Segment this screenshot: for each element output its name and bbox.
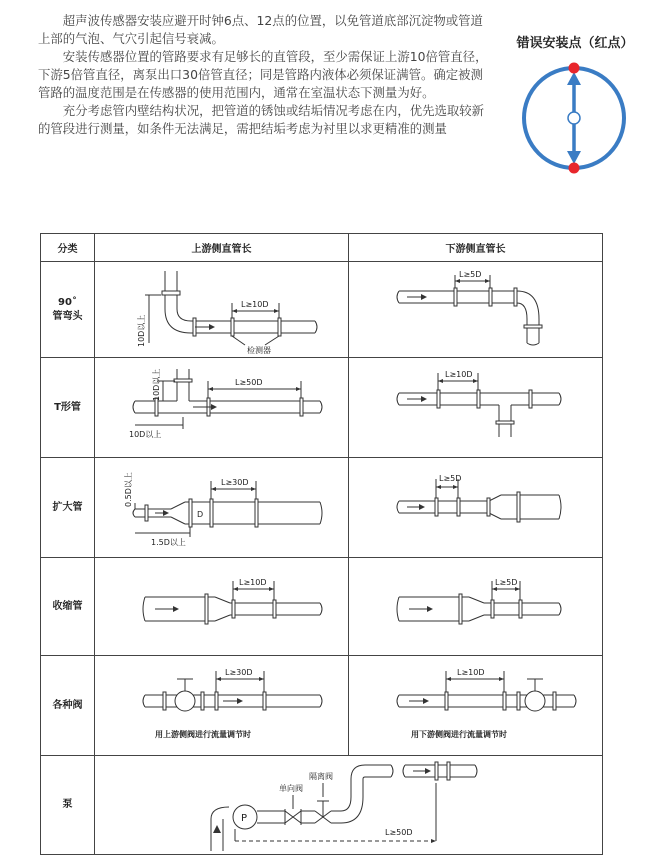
category-label: 管弯头 [52,310,83,322]
header-upstream: 上游侧直管长 [95,234,349,262]
dimension-label: L≥5D [439,473,462,483]
upstream-diagram [95,358,349,458]
dimension-label: L≥50D [235,377,263,387]
header-category: 分类 [41,234,95,262]
flow-arrow-icon [163,510,169,516]
table-row [41,358,603,458]
dimension-label: L≥50D [385,828,413,837]
table-header-row [41,234,603,262]
check-valve-label: 单向阀 [279,784,303,793]
category-label: 收缩管 [52,600,83,612]
vertical-dimension-label: 0.5D以上 [124,471,133,507]
flow-arrow-icon [421,396,427,402]
upstream-diagram [95,262,349,358]
flow-arrow-icon [211,404,217,410]
table-row [41,558,603,656]
dimension-label: L≥10D [241,299,269,309]
downstream-diagram [349,358,603,458]
installation-table [40,233,603,855]
pump-diagram [95,756,603,855]
intro-paragraph-3: 充分考虑管内壁结构状况，把管道的锈蚀或结垢情况考虑在内，优先选取较新的管段进行测量，如条件无法满足，需把结垢考虑为衬里以求更精准的测量 [38,103,485,136]
intro-text [38,12,493,138]
vertical-dimension-label: 10D以上 [152,368,161,401]
downstream-diagram [349,458,603,558]
inlet-flow-arrow-icon [213,825,221,833]
category-cell [41,558,95,656]
upstream-diagram [95,458,349,558]
wrong-install-title: 错误安装点（红点） [516,36,634,51]
flow-arrow-icon [421,294,427,300]
table-row [41,262,603,358]
sensor-label: 检测器 [247,345,271,355]
dimension-label: L≥30D [221,477,249,487]
wrong-install-diagram [522,58,626,178]
bottom-dimension-label: 1.5D以上 [151,537,186,547]
category-cell [41,458,95,558]
flow-arrow-icon [419,504,425,510]
dimension-label: L≥10D [239,577,267,587]
category-label: 扩大管 [52,501,83,513]
valve-caption: 用下游侧阀进行流量调节时 [411,729,507,739]
flow-arrow-icon [423,698,429,704]
category-label: 各种阀 [52,699,83,711]
arrow-down-icon [567,151,581,164]
dimension-label: L≥5D [495,577,518,587]
vertical-dimension-label: 10D以上 [137,314,146,347]
intro-paragraph-1: 超声波传感器安装应避开时钟6点、12点的位置，以免管道底部沉淀物或管道上部的气泡、气穴引起信号衰减。 [38,13,483,46]
center-point [568,112,580,124]
arrow-up-icon [567,72,581,85]
header-downstream: 下游侧直管长 [349,234,603,262]
category-cell [41,756,95,855]
upstream-diagram [95,656,349,756]
downstream-diagram [349,656,603,756]
category-cell [41,358,95,458]
flow-arrow-icon [427,606,433,612]
flow-arrow-icon [237,698,243,704]
table-row [41,756,603,855]
valve-caption: 用上游侧阀进行流量调节时 [155,729,251,739]
flow-arrow-icon [173,606,179,612]
dimension-label: L≥5D [459,269,482,279]
isolation-valve-label: 隔离阀 [309,772,333,781]
flow-arrow-icon [209,324,215,330]
red-dot-6-oclock [569,163,580,174]
dimension-label: L≥10D [457,667,485,677]
table-row [41,458,603,558]
intro-paragraph-2: 安装传感器位置的管路要求有足够长的直管段，至少需保证上游10倍管直径，下游5倍管直径，离泵出口30倍管直径；同是管路内液体必须保证满管。确定被测管路的温度范围是在传感器的使用范围内，通常在室温状态下测量为好。 [38,49,488,100]
category-cell [41,656,95,756]
downstream-diagram [349,262,603,358]
category-label: 泵 [62,799,73,810]
diameter-label: D [197,509,204,519]
category-cell [41,262,95,358]
downstream-diagram [349,558,603,656]
upstream-diagram [95,558,349,656]
category-label: T形管 [54,401,81,413]
bottom-dimension-label: 10D以上 [129,429,162,439]
flow-arrow-icon [425,768,431,774]
table-row [41,656,603,756]
category-label: 90˚ [58,296,77,308]
pump-label: P [241,813,248,824]
dimension-label: L≥10D [445,369,473,379]
dimension-label: L≥30D [225,667,253,677]
red-dot-12-oclock [569,63,580,74]
